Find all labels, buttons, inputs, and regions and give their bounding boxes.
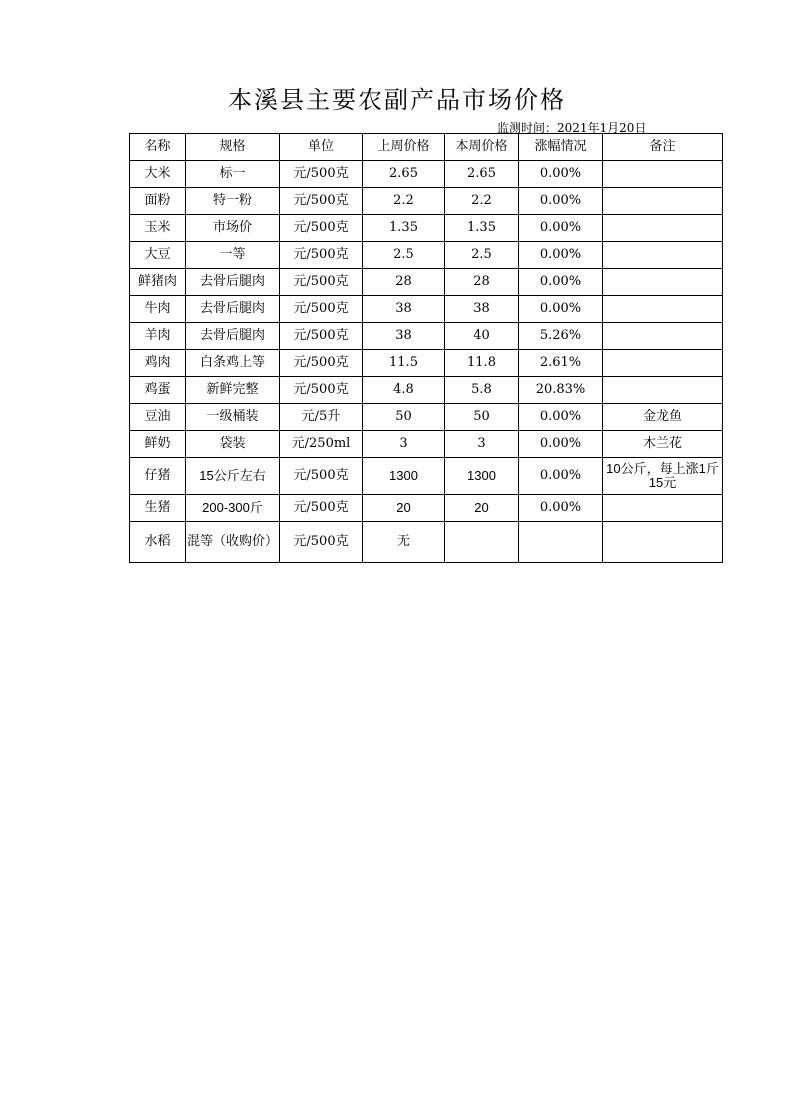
cell-unit: 元/500克 — [280, 377, 363, 404]
cell-name: 生猪 — [130, 495, 186, 522]
cell-unit: 元/500克 — [280, 161, 363, 188]
cell-unit: 元/500克 — [280, 269, 363, 296]
cell-last-week-price: 2.5 — [363, 242, 445, 269]
cell-this-week-price: 1.35 — [445, 215, 519, 242]
table-row — [130, 522, 723, 563]
cell-last-week-price: 38 — [363, 323, 445, 350]
header-remarks: 备注 — [603, 134, 723, 161]
cell-this-week-price: 1300 — [445, 458, 519, 495]
cell-remarks — [603, 377, 723, 404]
cell-change: 0.00% — [519, 404, 603, 431]
cell-last-week-price: 38 — [363, 296, 445, 323]
cell-remarks — [603, 350, 723, 377]
cell-unit: 元/500克 — [280, 458, 363, 495]
cell-spec: 200-300斤 — [186, 495, 280, 522]
table-header-row — [130, 134, 723, 161]
cell-this-week-price: 5.8 — [445, 377, 519, 404]
header-change: 涨幅情况 — [519, 134, 603, 161]
price-table — [129, 133, 723, 563]
monitor-time: 监测时间：2021年1月20日 — [497, 121, 647, 135]
page-title: 本溪县主要农副产品市场价格 — [228, 86, 566, 114]
cell-change: 20.83% — [519, 377, 603, 404]
cell-this-week-price: 2.65 — [445, 161, 519, 188]
cell-last-week-price: 28 — [363, 269, 445, 296]
cell-change: 0.00% — [519, 215, 603, 242]
cell-spec: 去骨后腿肉 — [186, 296, 280, 323]
cell-last-week-price: 无 — [363, 522, 445, 563]
cell-remarks — [603, 323, 723, 350]
table-row — [130, 269, 723, 296]
cell-remarks: 10公斤，每上涨1斤15元 — [603, 458, 723, 495]
cell-unit: 元/250ml — [280, 431, 363, 458]
cell-spec: 市场价 — [186, 215, 280, 242]
cell-spec: 一级桶装 — [186, 404, 280, 431]
header-last-week-price: 上周价格 — [363, 134, 445, 161]
table-row — [130, 161, 723, 188]
cell-unit: 元/500克 — [280, 522, 363, 563]
cell-remarks — [603, 161, 723, 188]
cell-last-week-price: 1300 — [363, 458, 445, 495]
header-name: 名称 — [130, 134, 186, 161]
cell-remarks — [603, 495, 723, 522]
cell-name: 鲜猪肉 — [130, 269, 186, 296]
cell-last-week-price: 11.5 — [363, 350, 445, 377]
cell-spec: 标一 — [186, 161, 280, 188]
cell-unit: 元/5升 — [280, 404, 363, 431]
header-this-week-price: 本周价格 — [445, 134, 519, 161]
cell-last-week-price: 2.65 — [363, 161, 445, 188]
cell-name: 鸡肉 — [130, 350, 186, 377]
table-row — [130, 404, 723, 431]
cell-remarks: 木兰花 — [603, 431, 723, 458]
cell-last-week-price: 4.8 — [363, 377, 445, 404]
cell-change: 0.00% — [519, 269, 603, 296]
header-unit: 单位 — [280, 134, 363, 161]
cell-last-week-price: 1.35 — [363, 215, 445, 242]
cell-unit: 元/500克 — [280, 323, 363, 350]
cell-remarks — [603, 522, 723, 563]
table-row — [130, 215, 723, 242]
cell-name: 面粉 — [130, 188, 186, 215]
cell-unit: 元/500克 — [280, 242, 363, 269]
table-row — [130, 188, 723, 215]
cell-spec: 混等（收购价） — [186, 522, 280, 563]
cell-name: 大豆 — [130, 242, 186, 269]
cell-change: 0.00% — [519, 431, 603, 458]
cell-spec: 去骨后腿肉 — [186, 323, 280, 350]
cell-name: 羊肉 — [130, 323, 186, 350]
cell-last-week-price: 50 — [363, 404, 445, 431]
cell-change — [519, 522, 603, 563]
cell-remarks — [603, 269, 723, 296]
cell-this-week-price — [445, 522, 519, 563]
header-spec: 规格 — [186, 134, 280, 161]
cell-this-week-price: 2.5 — [445, 242, 519, 269]
cell-unit: 元/500克 — [280, 296, 363, 323]
cell-name: 仔猪 — [130, 458, 186, 495]
cell-spec: 15公斤左右 — [186, 458, 280, 495]
cell-this-week-price: 50 — [445, 404, 519, 431]
cell-last-week-price: 2.2 — [363, 188, 445, 215]
table-row — [130, 377, 723, 404]
cell-spec: 一等 — [186, 242, 280, 269]
cell-last-week-price: 3 — [363, 431, 445, 458]
table-row — [130, 323, 723, 350]
cell-last-week-price: 20 — [363, 495, 445, 522]
table-row — [130, 431, 723, 458]
cell-spec: 新鲜完整 — [186, 377, 280, 404]
cell-this-week-price: 3 — [445, 431, 519, 458]
cell-unit: 元/500克 — [280, 495, 363, 522]
cell-change: 5.26% — [519, 323, 603, 350]
table-row — [130, 242, 723, 269]
cell-this-week-price: 38 — [445, 296, 519, 323]
cell-unit: 元/500克 — [280, 188, 363, 215]
cell-remarks — [603, 215, 723, 242]
cell-remarks — [603, 188, 723, 215]
cell-change: 0.00% — [519, 242, 603, 269]
cell-name: 豆油 — [130, 404, 186, 431]
cell-spec: 白条鸡上等 — [186, 350, 280, 377]
cell-change: 2.61% — [519, 350, 603, 377]
cell-spec: 袋装 — [186, 431, 280, 458]
cell-this-week-price: 2.2 — [445, 188, 519, 215]
table-row — [130, 350, 723, 377]
cell-change: 0.00% — [519, 296, 603, 323]
cell-this-week-price: 20 — [445, 495, 519, 522]
cell-this-week-price: 28 — [445, 269, 519, 296]
cell-change: 0.00% — [519, 188, 603, 215]
cell-name: 鲜奶 — [130, 431, 186, 458]
cell-name: 玉米 — [130, 215, 186, 242]
cell-unit: 元/500克 — [280, 350, 363, 377]
cell-name: 牛肉 — [130, 296, 186, 323]
cell-remarks — [603, 296, 723, 323]
cell-spec: 去骨后腿肉 — [186, 269, 280, 296]
cell-name: 大米 — [130, 161, 186, 188]
cell-change: 0.00% — [519, 495, 603, 522]
cell-spec: 特一粉 — [186, 188, 280, 215]
table-row — [130, 495, 723, 522]
cell-this-week-price: 11.8 — [445, 350, 519, 377]
cell-change: 0.00% — [519, 458, 603, 495]
cell-unit: 元/500克 — [280, 215, 363, 242]
cell-change: 0.00% — [519, 161, 603, 188]
table-row — [130, 458, 723, 495]
table-row — [130, 296, 723, 323]
cell-name: 水稻 — [130, 522, 186, 563]
cell-name: 鸡蛋 — [130, 377, 186, 404]
cell-this-week-price: 40 — [445, 323, 519, 350]
cell-remarks — [603, 242, 723, 269]
cell-remarks: 金龙鱼 — [603, 404, 723, 431]
